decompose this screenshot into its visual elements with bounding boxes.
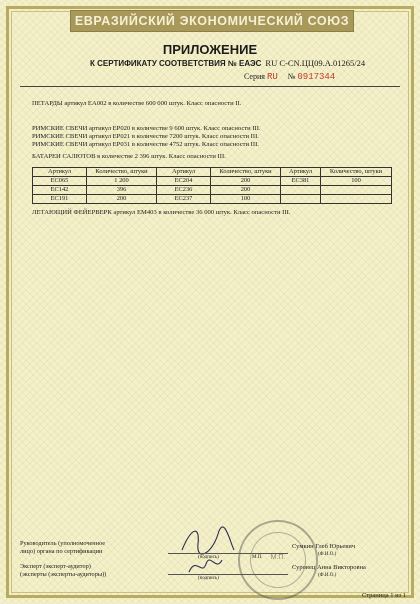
expert-label-line-2: (эксперты (эксперты-аудиторы)) — [20, 570, 107, 578]
table-cell — [281, 186, 321, 195]
expert-label-line-1: Эксперт (эксперт-аудитор) — [20, 563, 91, 570]
expert-label — [20, 563, 106, 578]
seal-caption: М.П. — [270, 554, 286, 561]
table-cell: ЕС236 — [157, 186, 211, 195]
certificate-subtitle — [90, 58, 420, 68]
table-cell: ЕС381 — [281, 177, 321, 186]
table-cell: ЕС204 — [157, 177, 211, 186]
subtitle-text: К СЕРТИФИКАТУ СООТВЕТСТВИЯ № ЕАЭС — [90, 59, 262, 68]
table-cell — [321, 195, 392, 204]
table-header-cell: Количество, штуки — [87, 168, 157, 177]
head-sign-caption: (подпись) — [198, 555, 219, 560]
product-line: БАТАРЕИ САЛЮТОВ в количестве 2 396 штук. Класс опасности III. — [32, 153, 226, 160]
table-cell — [281, 195, 321, 204]
expert-name: Суровец Анна Викторовна — [292, 564, 366, 571]
expert-sign-caption: (подпись) — [198, 576, 219, 581]
product-line: ЛЕТАЮЩИЙ ФЕЙЕРВЕРК артикул ЕМ403 в количестве 36 000 штук. Класс опасности III. — [32, 209, 291, 216]
table-cell: ЕС065 — [33, 177, 87, 186]
page-counter: Страница 1 из 1 — [361, 592, 406, 599]
table-header-cell: Артикул — [281, 168, 321, 177]
table-cell: ЕС237 — [157, 195, 211, 204]
series-label: Серия — [244, 72, 265, 81]
ornamental-frame — [6, 6, 414, 598]
number-value: 0917344 — [297, 72, 336, 82]
table-row — [33, 186, 392, 195]
table-header-cell: Артикул — [33, 168, 87, 177]
series-value: RU — [266, 72, 278, 82]
table-cell: 396 — [87, 186, 157, 195]
table-cell: 100 — [211, 195, 281, 204]
table-cell: 200 — [87, 195, 157, 204]
product-line: РИМСКИЕ СВЕЧИ артикул ЕР021 в количестве 7200 штук. Класс опасности III. — [32, 133, 259, 140]
table-cell: 100 — [321, 177, 392, 186]
table-header-cell: Количество, штуки — [211, 168, 281, 177]
number-label: № — [287, 72, 296, 81]
head-label-line-1: Руководитель (уполномоченное — [20, 540, 106, 547]
product-line: РИМСКИЕ СВЕЧИ артикул ЕР020 в количестве 9 600 штук. Класс опасности III. — [32, 125, 261, 132]
table-header-row — [33, 168, 392, 177]
expert-fio-caption: (Ф.И.О.) — [318, 573, 337, 578]
table-row — [33, 195, 392, 204]
head-label-line-2: лицо) органа по сертификации — [20, 547, 103, 555]
table-cell — [321, 186, 392, 195]
table-cell: 200 — [211, 177, 281, 186]
page-title: ПРИЛОЖЕНИЕ — [162, 42, 258, 57]
certificate-number: RU C-CN.ЦЦ09.А.01265/24 — [265, 58, 366, 68]
table-cell: 1 200 — [87, 177, 157, 186]
product-line: РИМСКИЕ СВЕЧИ артикул ЕР031 в количестве 4752 штук. Класс опасности III. — [32, 141, 259, 148]
expert-sign-line — [168, 574, 288, 575]
articles-table — [32, 167, 392, 204]
head-name: Сумкин Глеб Юрьевич — [292, 543, 356, 550]
header-divider — [20, 86, 400, 87]
table-header-cell: Количество, штуки — [321, 168, 392, 177]
product-line: ПЕТАРДЫ артикул ЕА002 в количестве 600 000 штук. Класс опасности II. — [32, 100, 242, 107]
round-seal — [238, 520, 318, 600]
table-cell: ЕС142 — [33, 186, 87, 195]
head-label — [20, 540, 105, 555]
series-number-row — [244, 72, 335, 82]
table-cell: ЕС191 — [33, 195, 87, 204]
table-cell: 200 — [211, 186, 281, 195]
table-row — [33, 177, 392, 186]
head-fio-caption: (Ф.И.О.) — [318, 552, 337, 557]
head-stamp-caption: М.П. — [252, 555, 263, 560]
union-banner: ЕВРАЗИЙСКИЙ ЭКОНОМИЧЕСКИЙ СОЮЗ — [70, 10, 354, 32]
table-header-cell: Артикул — [157, 168, 211, 177]
head-sign-line — [168, 553, 288, 554]
